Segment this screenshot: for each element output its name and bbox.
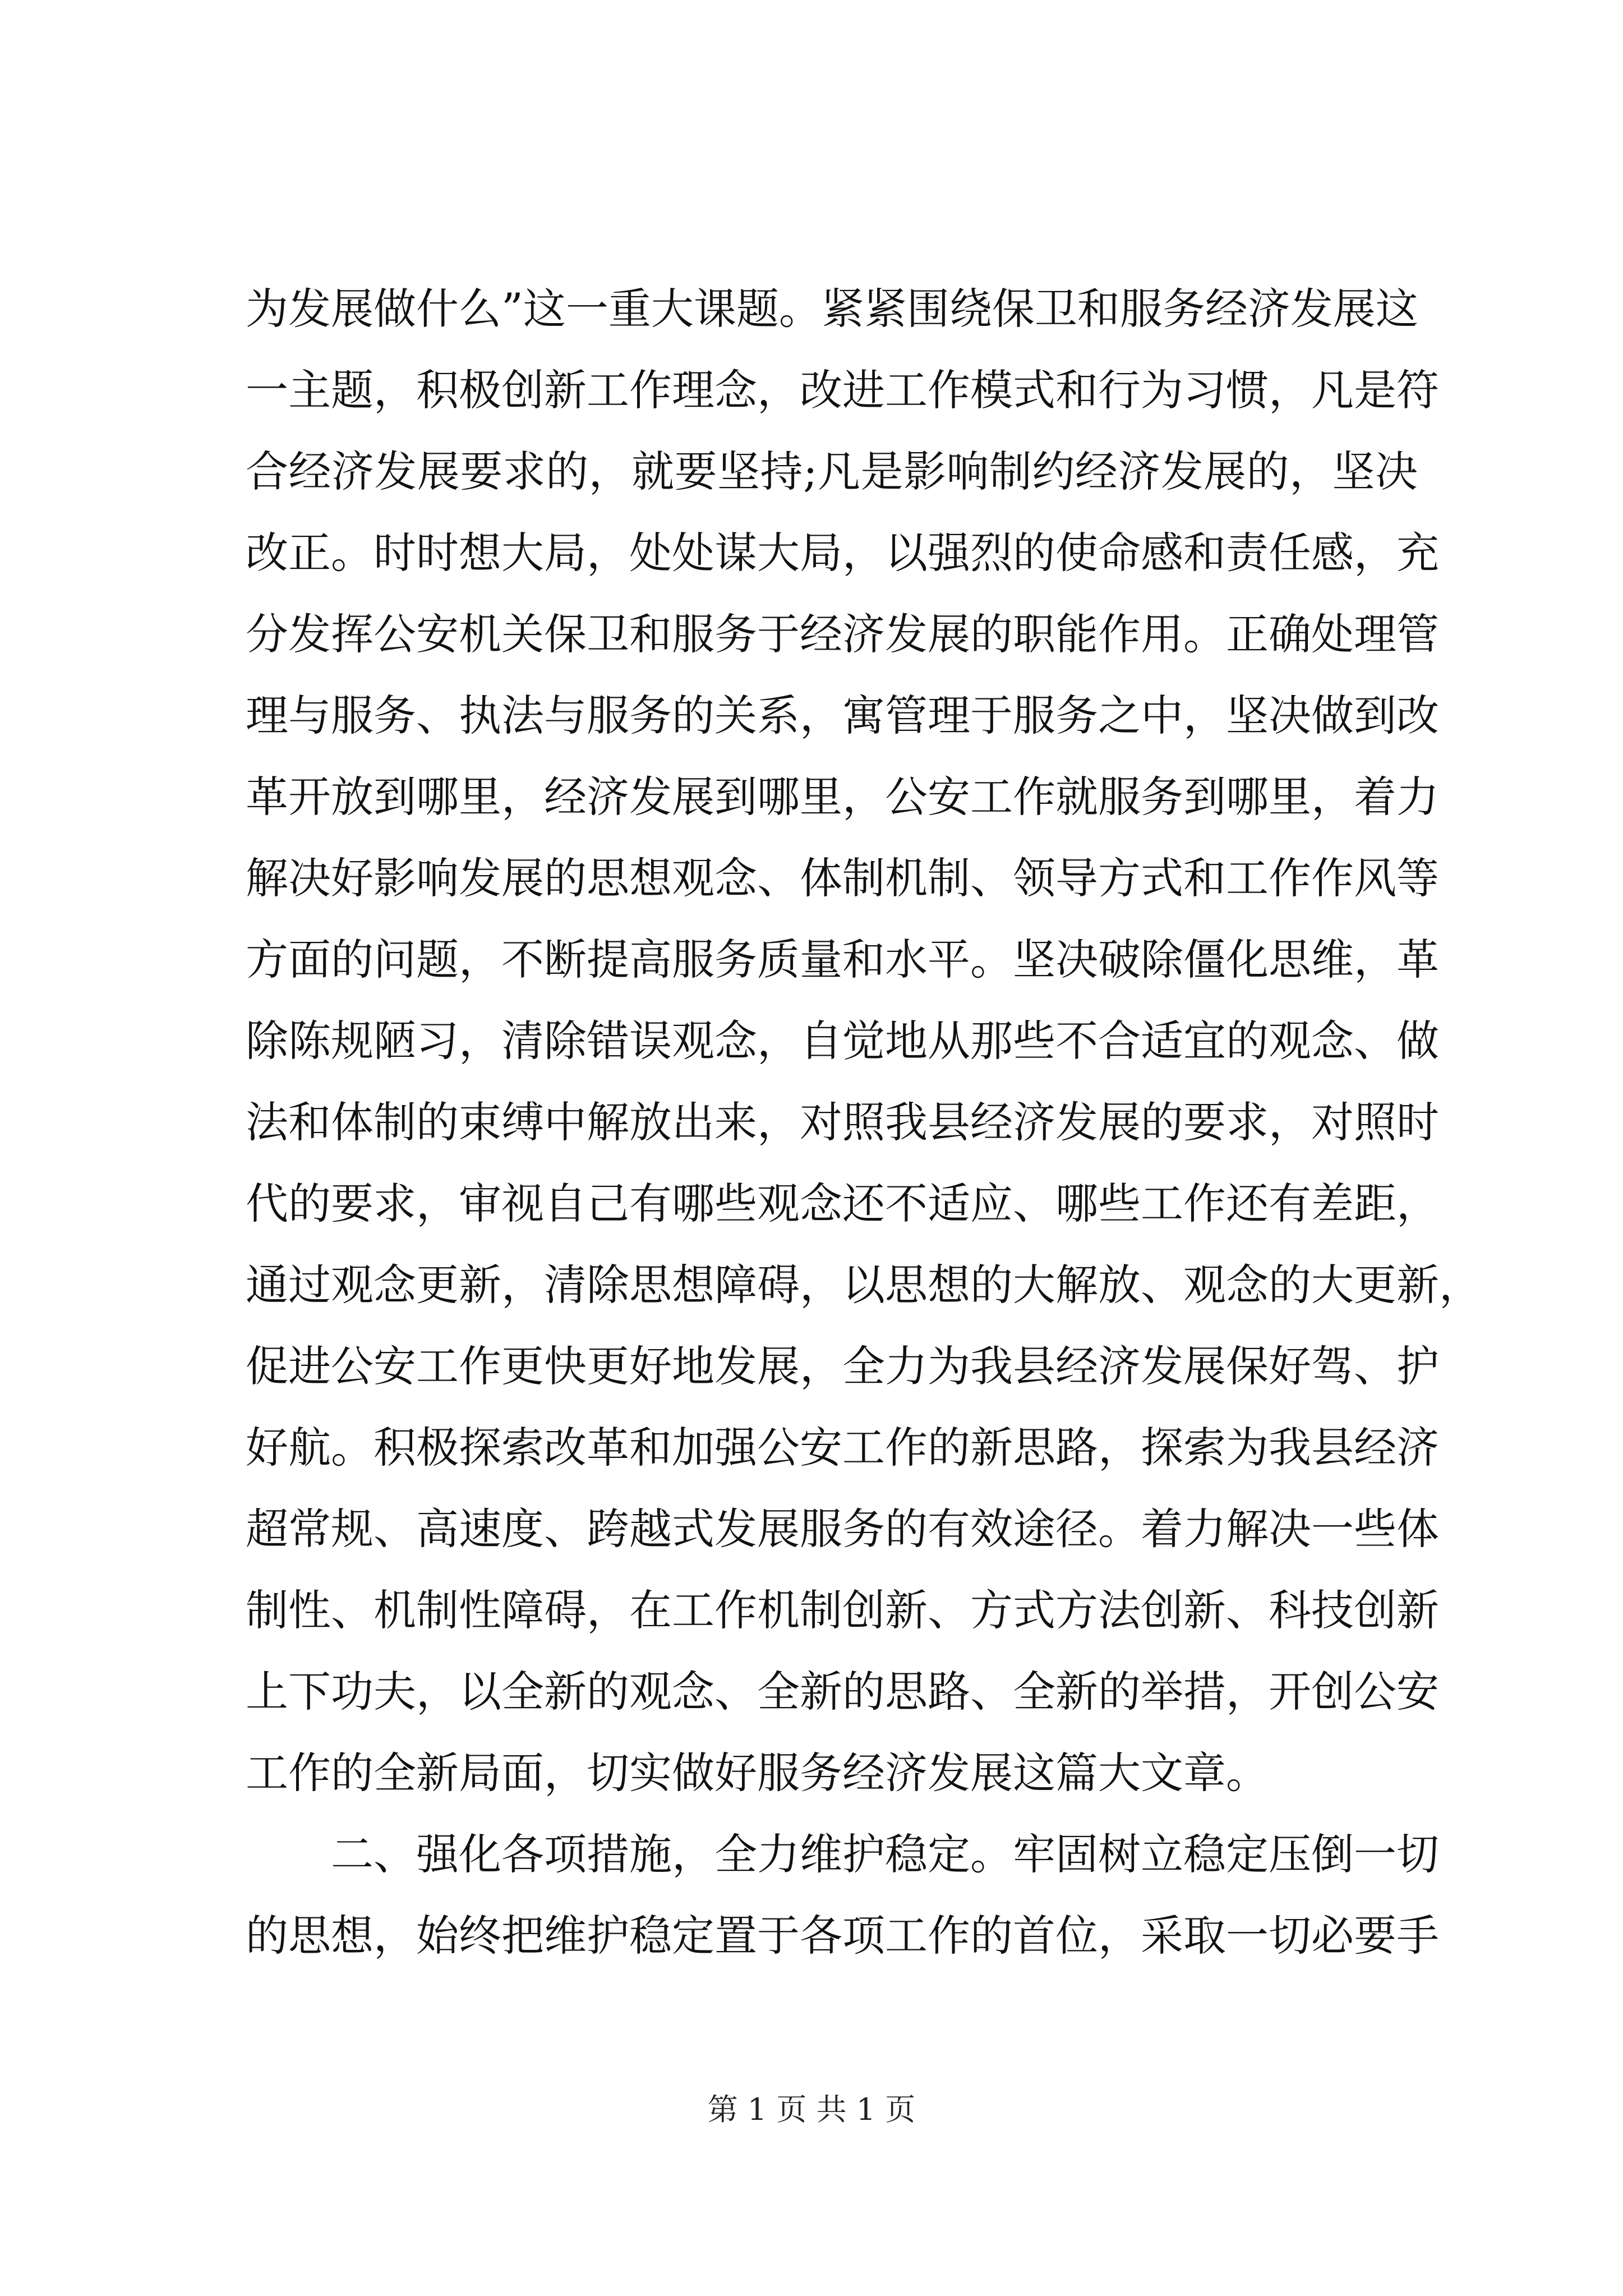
text-line: 分发挥公安机关保卫和服务于经济发展的职能作用。正确处理管 (246, 609, 1439, 659)
text-line: 工作的全新局面，切实做好服务经济发展这篇大文章。 (246, 1748, 1269, 1798)
text-line: 理与服务、执法与服务的关系，寓管理于服务之中，坚决做到改 (246, 691, 1439, 740)
text-line: 一主题，积极创新工作理念，改进工作模式和行为习惯，凡是符 (246, 365, 1439, 415)
text-line: 超常规、高速度、跨越式发展服务的有效途径。着力解决一些体 (246, 1504, 1439, 1554)
paragraph-1 (246, 268, 1482, 1814)
text-line: 为发展做什么”这一重大课题。紧紧围绕保卫和服务经济发展这 (246, 284, 1418, 334)
text-line: 合经济发展要求的，就要坚持;凡是影响制约经济发展的，坚决 (246, 447, 1418, 496)
text-line: 二、强化各项措施，全力维护稳定。牢固树立稳定压倒一切 (331, 1829, 1439, 1879)
text-line: 的思想，始终把维护稳定置于各项工作的首位，采取一切必要手 (246, 1911, 1439, 1961)
text-line: 改正。时时想大局，处处谋大局，以强烈的使命感和责任感，充 (246, 528, 1439, 578)
text-line: 上下功夫，以全新的观念、全新的思路、全新的举措，开创公安 (246, 1667, 1439, 1717)
page-footer: 第 1 页 共 1 页 (707, 2092, 916, 2127)
text-line: 法和体制的束缚中解放出来，对照我县经济发展的要求，对照时 (246, 1097, 1439, 1147)
text-line: 解决好影响发展的思想观念、体制机制、领导方式和工作作风等 (246, 853, 1439, 903)
document-body (246, 268, 1482, 1976)
text-line: 除陈规陋习，清除错误观念，自觉地从那些不合适宜的观念、做 (246, 1016, 1439, 1066)
text-line: 代的要求，审视自己有哪些观念还不适应、哪些工作还有差距， (246, 1179, 1439, 1228)
text-line: 促进公安工作更快更好地发展，全力为我县经济发展保好驾、护 (246, 1341, 1439, 1391)
text-line: 制性、机制性障碍，在工作机制创新、方式方法创新、科技创新 (246, 1585, 1439, 1635)
paragraph-2 (246, 1814, 1439, 1976)
text-line: 方面的问题，不断提高服务质量和水平。坚决破除僵化思维，革 (246, 935, 1439, 984)
text-line: 通过观念更新，清除思想障碍，以思想的大解放、观念的大更新， (246, 1260, 1482, 1310)
text-line: 好航。积极探索改革和加强公安工作的新思路，探索为我县经济 (246, 1423, 1439, 1473)
text-line: 革开放到哪里，经济发展到哪里，公安工作就服务到哪里，着力 (246, 772, 1439, 822)
